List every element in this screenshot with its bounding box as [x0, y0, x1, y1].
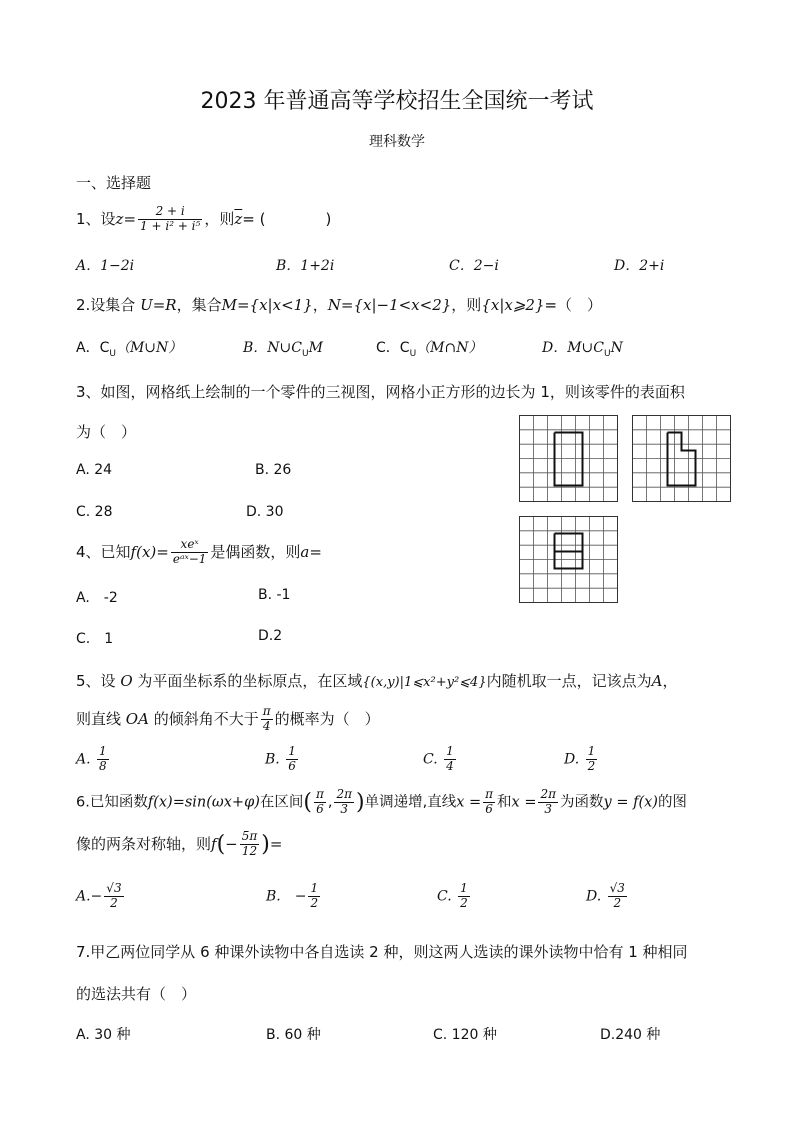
- q5-four: 4: [262, 718, 271, 733]
- q6-opt-d-den: 2: [613, 895, 622, 910]
- q2-opt-a-sub: U: [109, 348, 116, 359]
- q4-prefix: 4、已知: [76, 542, 131, 561]
- q2-set: {x|x⩾2}: [481, 296, 545, 314]
- q4-var: a=: [300, 542, 322, 561]
- q6-option-d[interactable]: [586, 882, 629, 911]
- q6-ad: 12: [241, 843, 258, 858]
- q6-opt-b-label: B. −: [266, 888, 307, 905]
- q6-l1a: 6.已知函数: [76, 794, 148, 811]
- q5-opt-d-den: 2: [587, 758, 596, 773]
- q2-opt-a-label: A．C: [76, 340, 110, 356]
- q4-tail: 是偶函数，则: [210, 542, 301, 561]
- q5-l1c: 内随机取一点，记该点为: [486, 672, 652, 690]
- q6-i1n: π: [315, 787, 324, 801]
- q2-option-c[interactable]: [376, 337, 482, 359]
- q6-opt-c-frac: [458, 882, 470, 911]
- q2-opt-c-rest: （M∩N）: [416, 340, 483, 356]
- q4-num: xeˣ: [171, 538, 209, 553]
- q6-l1d: 为函数: [560, 794, 604, 811]
- q2-opt-b-rest: M: [308, 340, 323, 356]
- q5-fraction: [261, 705, 273, 734]
- q6-i2n: 2π: [336, 787, 353, 801]
- q5-line-2: [76, 705, 380, 734]
- q6-i1d: 6: [316, 801, 324, 816]
- q6-and: 和: [497, 794, 512, 811]
- q5-opt-c-num: 1: [446, 744, 454, 758]
- q5-l1a: 5、设: [76, 672, 121, 690]
- q2-text-f: =（ ）: [544, 296, 603, 314]
- question-2: [76, 294, 602, 315]
- q3-line-2: 为（ ）: [76, 423, 137, 441]
- q5-opt-d-frac: [586, 745, 598, 774]
- q6-func: f(x)=sin(ωx+φ): [147, 794, 260, 811]
- q6-x1-frac: [483, 788, 495, 817]
- q6-int-1: [314, 788, 326, 817]
- q6-an: 5π: [241, 829, 258, 843]
- side-view-figure: [632, 415, 731, 502]
- q5-l2b: 的倾斜角不大于: [148, 709, 259, 728]
- page-subtitle: 理科数学: [369, 134, 425, 150]
- q6-f: f: [211, 834, 217, 853]
- q5-l1b: 为平面坐标系的坐标原点，在区域: [132, 672, 363, 690]
- q2-option-b[interactable]: [243, 337, 323, 359]
- q5-opt-b-label: B.: [265, 751, 280, 768]
- q1-prefix: 1、设: [76, 209, 116, 228]
- q6-arg-frac: [240, 830, 260, 859]
- q2-option-a[interactable]: [76, 337, 182, 359]
- q6-l2a: 像的两条对称轴，则: [76, 834, 212, 853]
- page-title: 2023 年普通高等学校招生全国统一考试: [200, 89, 594, 114]
- q7-option-d[interactable]: D.240 种: [600, 1027, 661, 1043]
- q6-opt-d-frac: [608, 882, 627, 911]
- q1-zbar: $\overline{z}$: [234, 209, 243, 228]
- q6-neg: −: [225, 834, 238, 853]
- q3-option-b[interactable]: B. 26: [255, 462, 292, 478]
- q2-text-d: ，: [312, 296, 328, 314]
- q1-after: ，则: [204, 209, 235, 228]
- q2-text-b: U=R: [140, 296, 177, 314]
- q1-num: 2 + i: [138, 205, 202, 220]
- q6-l1e: 的图: [657, 794, 687, 811]
- q6-x1d: 6: [485, 801, 493, 816]
- q5-opt-b-frac: [286, 745, 298, 774]
- q6-x2n: 2π: [540, 787, 557, 801]
- q5-a: A: [651, 672, 663, 690]
- q5-opt-d-num: 1: [587, 744, 596, 758]
- section-heading: 一、选择题: [76, 174, 152, 192]
- q1-den: 1 + i² + i⁵: [140, 218, 201, 233]
- q5-region: {(x,y)|1⩽x²+y²⩽4}: [362, 675, 487, 690]
- q2-text-e: ，则: [451, 296, 482, 314]
- q5-opt-a-label: A.: [76, 751, 91, 768]
- q6-i2d: 3: [340, 801, 349, 816]
- q4-den: eᵃˣ−1: [172, 551, 207, 566]
- q6-opt-a-den: 2: [110, 895, 118, 910]
- q6-opt-b-frac: [308, 882, 320, 911]
- q7-line-2: 的选法共有（ ）: [76, 985, 197, 1003]
- q2-opt-c-label: C．C: [376, 340, 410, 356]
- q2-set-n: N={x|−1<x<2}: [327, 296, 452, 314]
- q6-x2d: 3: [544, 801, 553, 816]
- q2-opt-d-sub: U: [604, 348, 611, 359]
- q2-opt-d-rest: N: [610, 340, 623, 356]
- q6-x1: x =: [456, 794, 482, 811]
- q1-option-c[interactable]: C．2−i: [449, 258, 499, 274]
- q4-option-a[interactable]: A. -2: [76, 590, 118, 606]
- q5-option-d[interactable]: [564, 745, 599, 774]
- question-4: [76, 538, 322, 567]
- q4-option-b[interactable]: B. -1: [258, 587, 291, 603]
- q5-option-c[interactable]: [423, 745, 458, 774]
- q2-text-a: 2.设集合: [76, 296, 141, 314]
- q2-option-d[interactable]: [542, 337, 623, 359]
- q7-line-1: 7.甲乙两位同学从 6 种课外读物中各自选读 2 种，则这两人选读的课外读物中恰有 1 种相同: [76, 943, 688, 961]
- q1-option-b[interactable]: B．1+2i: [276, 258, 335, 274]
- q6-l1b: 在区间: [259, 794, 304, 811]
- q3-option-d[interactable]: D. 30: [246, 504, 284, 520]
- q1-eq: =: [123, 209, 137, 228]
- q6-opt-c-den: 2: [460, 895, 468, 910]
- q6-yf: y = f(x): [603, 794, 658, 811]
- q6-opt-d-label: D.: [586, 888, 602, 905]
- q6-line-2: 像的两条对称轴，则f(− $\frac{5\pi}{12}$ )=: [76, 829, 283, 858]
- q4-option-d[interactable]: D.2: [258, 628, 283, 644]
- q6-l1c: 单调递增,直线: [364, 794, 457, 811]
- q4-fraction: [171, 538, 209, 567]
- q5-l2a: 则直线: [76, 709, 126, 728]
- q1-fraction: [138, 205, 202, 234]
- q5-opt-c-frac: [444, 745, 456, 774]
- q6-option-c[interactable]: [437, 882, 472, 911]
- q6-opt-d-num: √3: [609, 881, 625, 895]
- q6-x2-frac: [538, 788, 558, 817]
- q7-option-c[interactable]: C. 120 种: [433, 1027, 497, 1043]
- q3-option-a[interactable]: A. 24: [76, 462, 113, 478]
- q1-tail: = ( ): [242, 209, 332, 228]
- q2-opt-b-sub: U: [301, 348, 309, 359]
- q7-option-a[interactable]: A. 30 种: [76, 1027, 131, 1043]
- front-view-figure: [519, 415, 618, 502]
- q5-line-1: [76, 670, 677, 691]
- q6-x2: x =: [511, 794, 537, 811]
- q2-opt-a-rest: （M∪N）: [115, 340, 183, 356]
- q1-option-d[interactable]: D．2+i: [614, 258, 665, 274]
- q6-opt-a-frac: [104, 882, 123, 911]
- q1-z: z: [115, 209, 124, 228]
- q5-o: O: [120, 672, 133, 690]
- q5-opt-c-label: C.: [423, 751, 438, 768]
- q6-line-1: 6.已知函数f(x)=sin(ωx+φ)在区间( $\frac{\pi}{6}$ , $\frac{2\pi}{3}$ )单调递增,直线x = $\frac{\pi}{6}$ 和x = $\frac{2\pi}{3}$ 为函数y = f(x)的图: [76, 787, 687, 816]
- q5-option-a[interactable]: [76, 745, 111, 774]
- q6-option-b[interactable]: [266, 882, 322, 911]
- q6-opt-c-num: 1: [460, 881, 468, 895]
- q5-l2c: 的概率为（ ）: [274, 709, 380, 728]
- q3-line-1: 3、如图，网格纸上绘制的一个零件的三视图，网格小正方形的边长为 1，则该零件的表面积: [76, 383, 685, 401]
- q6-int-2: [334, 788, 354, 817]
- q6-opt-a-label: A.−: [76, 888, 103, 905]
- q6-opt-b-num: 1: [310, 881, 319, 895]
- q5-opt-d-label: D.: [564, 751, 580, 768]
- q5-opt-a-den: 8: [99, 758, 107, 773]
- q2-opt-c-sub: U: [409, 348, 417, 359]
- q6-opt-b-den: 2: [310, 895, 319, 910]
- q6-x1n: π: [485, 787, 494, 801]
- q5-opt-a-frac: [97, 745, 109, 774]
- q6-option-a[interactable]: [76, 882, 126, 911]
- q2-set-m: M={x|x<1}: [221, 296, 313, 314]
- q7-option-b[interactable]: B. 60 种: [266, 1027, 321, 1043]
- q5-opt-a-num: 1: [99, 744, 107, 758]
- q4-fx: f(x)=: [130, 542, 169, 561]
- q2-opt-b-label: B．N∪C: [243, 340, 302, 356]
- q5-l1d: ，: [662, 672, 678, 690]
- q5-pi: π: [262, 704, 271, 718]
- q5-opt-b-den: 6: [288, 758, 296, 773]
- q5-option-b[interactable]: [265, 745, 300, 774]
- q6-opt-c-label: C.: [437, 888, 452, 905]
- q5-opt-b-num: 1: [288, 744, 296, 758]
- q5-oa: OA: [125, 709, 149, 728]
- q4-option-c[interactable]: C. 1: [76, 631, 114, 647]
- q3-option-c[interactable]: C. 28: [76, 504, 113, 520]
- q6-eq: =: [269, 834, 283, 853]
- q5-opt-c-den: 4: [446, 758, 454, 773]
- q2-opt-d-label: D．M∪C: [542, 340, 605, 356]
- top-view-figure: [519, 516, 618, 603]
- q6-opt-a-num: √3: [106, 881, 122, 895]
- question-1: [76, 205, 331, 234]
- q2-text-c: ，集合: [176, 296, 222, 314]
- q1-option-a[interactable]: A．1−2i: [76, 258, 135, 274]
